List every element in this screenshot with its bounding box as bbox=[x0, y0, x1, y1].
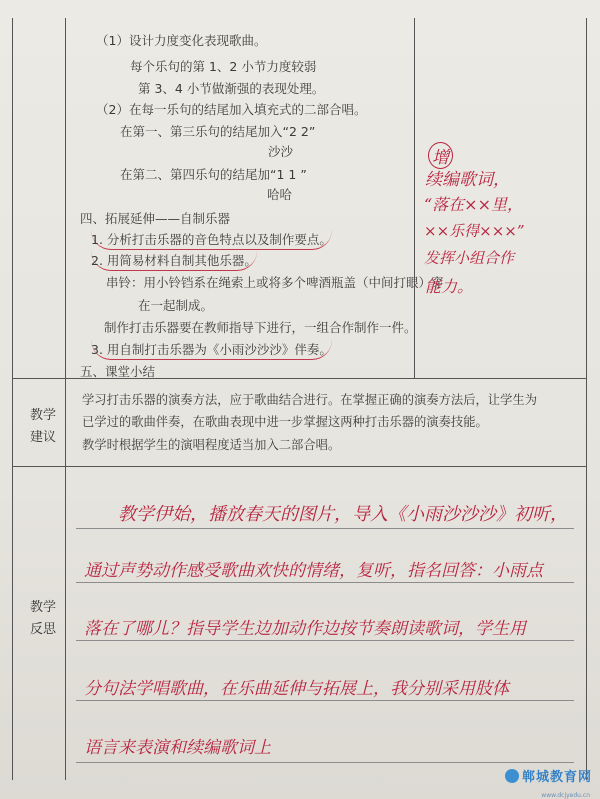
reflection-label: 教学 反思 bbox=[29, 600, 56, 637]
reflection-line: 落在了哪儿？指导学生边加动作边按节奏朗读歌词，学生用 bbox=[84, 619, 526, 639]
body-line: （1）设计力度变化表现歌曲。 bbox=[96, 33, 267, 48]
body-line: （2）在每一乐句的结尾加入填充式的二部合唱。 bbox=[96, 102, 367, 117]
suggestion-line: 已学过的歌曲伴奏，在歌曲表现中进一步掌握这两种打击乐器的演奏技能。 bbox=[82, 415, 488, 429]
body-line: 第 3、4 小节做渐强的表现处理。 bbox=[138, 81, 325, 96]
table-left-border bbox=[12, 18, 13, 780]
suggestion-line: 教学时根据学生的演唱程度适当加入二部合唱。 bbox=[82, 438, 341, 452]
margin-note-line: 能力。 bbox=[425, 277, 474, 296]
body-line: 五、课堂小结 bbox=[80, 364, 156, 379]
margin-note-line: 续编歌词， bbox=[425, 170, 510, 190]
margin-note-line: ××乐得×××” bbox=[424, 222, 525, 240]
body-line: 在一起制成。 bbox=[138, 298, 214, 313]
site-watermark bbox=[505, 766, 592, 785]
table-right-border bbox=[586, 18, 587, 780]
ruled-line bbox=[76, 582, 574, 583]
body-line: 每个乐句的第 1、2 小节力度较弱 bbox=[130, 59, 317, 74]
body-line: 在第二、第四乐句的结尾加“1 1 ” bbox=[120, 167, 307, 182]
margin-note-line: “落在××里， bbox=[424, 195, 523, 214]
suggestion-label: 教学 建议 bbox=[29, 408, 56, 445]
reflection-line: 语言来表演和续编歌词上 bbox=[84, 738, 271, 758]
margin-note-line: 增 bbox=[428, 142, 453, 169]
body-line-underlined: 2. 用简易材料自制其他乐器。 bbox=[91, 251, 257, 271]
globe-icon bbox=[505, 769, 519, 783]
margin-note-line: 发挥小组合作 bbox=[424, 249, 515, 267]
body-line-underlined: 1. 分析打击乐器的音色特点以及制作要点。 bbox=[91, 230, 332, 250]
row-divider-mid bbox=[12, 466, 587, 467]
body-line: 串铃：用小铃铛系在绳索上或将多个啤酒瓶盖（中间打眼）穿 bbox=[106, 275, 444, 290]
body-line: 四、拓展延伸——自制乐器 bbox=[80, 211, 231, 226]
ruled-line bbox=[76, 762, 574, 763]
body-line: 制作打击乐器要在教师指导下进行，一组合作制作一件。 bbox=[104, 320, 417, 335]
ruled-line bbox=[76, 640, 574, 641]
body-line: 沙沙 bbox=[268, 144, 294, 159]
body-line: 在第一、第三乐句的结尾加入“2 2” bbox=[120, 124, 316, 139]
ruled-line bbox=[76, 528, 574, 529]
ruled-line bbox=[76, 700, 574, 701]
watermark-url: www.dcjyedu.cn bbox=[541, 792, 590, 799]
suggestion-line: 学习打击乐器的演奏方法，应于歌曲结合进行。在掌握正确的演奏方法后，让学生为 bbox=[82, 393, 537, 407]
body-line-underlined: 3. 用自制打击乐器为《小雨沙沙沙》伴奏。 bbox=[91, 340, 332, 360]
reflection-line: 通过声势动作感受歌曲欢快的情绪，复听，指名回答：小雨点 bbox=[84, 561, 543, 581]
reflection-line: 分句法学唱歌曲，在乐曲延伸与拓展上，我分别采用肢体 bbox=[84, 679, 509, 699]
watermark-name: 郸城教育网 bbox=[521, 770, 592, 785]
body-line: 哈哈 bbox=[267, 187, 293, 202]
label-column-divider bbox=[65, 18, 66, 780]
reflection-line: 教学伊始，播放春天的图片，导入《小雨沙沙沙》初听， bbox=[118, 504, 568, 525]
